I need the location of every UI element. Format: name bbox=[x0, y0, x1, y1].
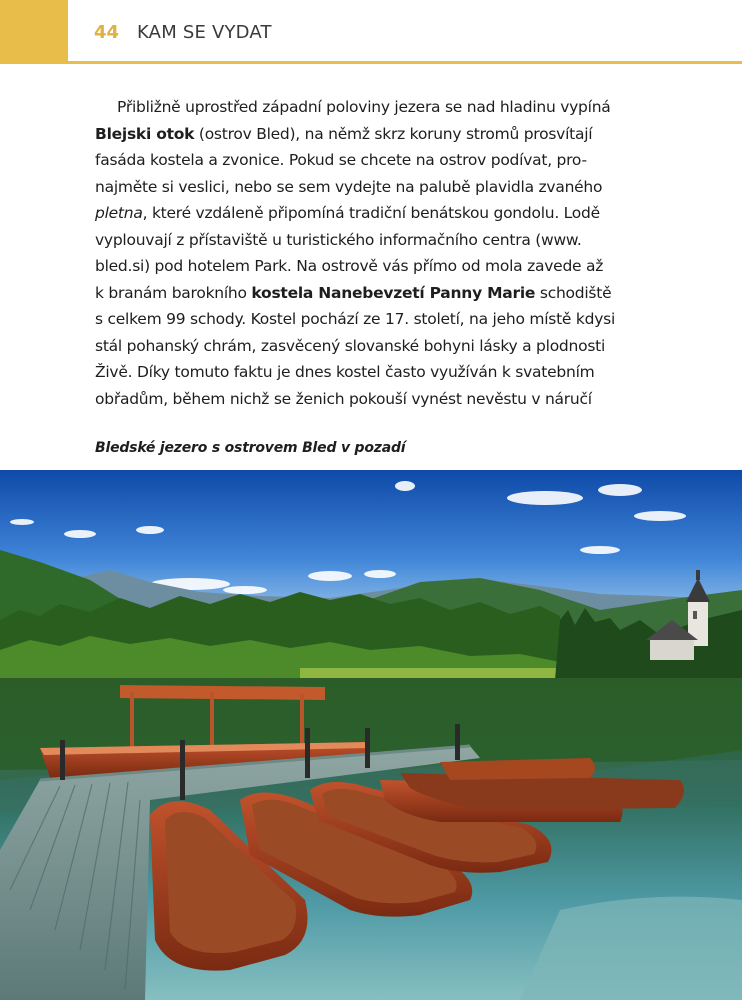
text-run: , které vzdáleně připomíná tradiční benátskou gondolu. Lodě bbox=[142, 204, 600, 222]
text-run: vyplouvají z přístaviště u turistického informačního centra (www. bbox=[95, 230, 582, 249]
text-run: Živě. Díky tomuto faktu je dnes kostel často využíván k svatebním bbox=[95, 363, 595, 381]
body-line bbox=[95, 147, 643, 174]
text-run: (ostrov Bled), na němž skrz koruny stromů prosvítají bbox=[194, 124, 593, 143]
header-rule bbox=[0, 61, 742, 64]
bold-term: kostela Nanebevzetí Panny Marie bbox=[251, 283, 536, 302]
text-run: najměte si veslici, nebo se sem vydejte na palubě plavidla zvaného bbox=[95, 177, 603, 196]
text-run: Přibližně uprostřed západní poloviny jezera se nad hladinu vypíná bbox=[117, 98, 611, 116]
body-line bbox=[95, 306, 643, 333]
page-number: 44 bbox=[94, 22, 120, 43]
body-line bbox=[95, 386, 643, 413]
body-line bbox=[95, 200, 643, 227]
body-line bbox=[95, 94, 643, 121]
italic-term: pletna bbox=[95, 204, 143, 222]
body-line bbox=[95, 174, 643, 201]
text-run: schodiště bbox=[535, 283, 612, 302]
lake-bled-photo bbox=[0, 470, 742, 1000]
page-header bbox=[0, 0, 742, 64]
body-line bbox=[95, 121, 643, 148]
body-line bbox=[95, 227, 643, 254]
body-line bbox=[95, 359, 643, 386]
text-run: stál pohanský chrám, zasvěcený slovanské bohyni lásky a plodnosti bbox=[95, 336, 606, 355]
body-line bbox=[95, 253, 643, 280]
text-run: obřadům, během nichž se ženich pokouší vynést nevěstu v náručí bbox=[95, 389, 592, 408]
body-paragraph bbox=[95, 94, 643, 412]
body-line bbox=[95, 333, 643, 360]
header-accent-block bbox=[0, 0, 68, 62]
section-title: KAM SE VYDAT bbox=[137, 22, 272, 43]
text-run: s celkem 99 schody. Kostel pochází ze 17. století, na jeho místě kdysi bbox=[95, 310, 616, 328]
text-run: bled.si) pod hotelem Park. Na ostrově vás přímo od mola zavede až bbox=[95, 257, 604, 275]
meadow bbox=[300, 668, 600, 678]
bold-term: Blejski otok bbox=[95, 124, 195, 143]
text-run: k branám barokního bbox=[95, 283, 252, 302]
photo-caption: Bledské jezero s ostrovem Bled v pozadí bbox=[95, 440, 406, 456]
text-run: fasáda kostela a zvonice. Pokud se chcete na ostrov podívat, pro- bbox=[95, 151, 587, 169]
body-line bbox=[95, 280, 643, 307]
